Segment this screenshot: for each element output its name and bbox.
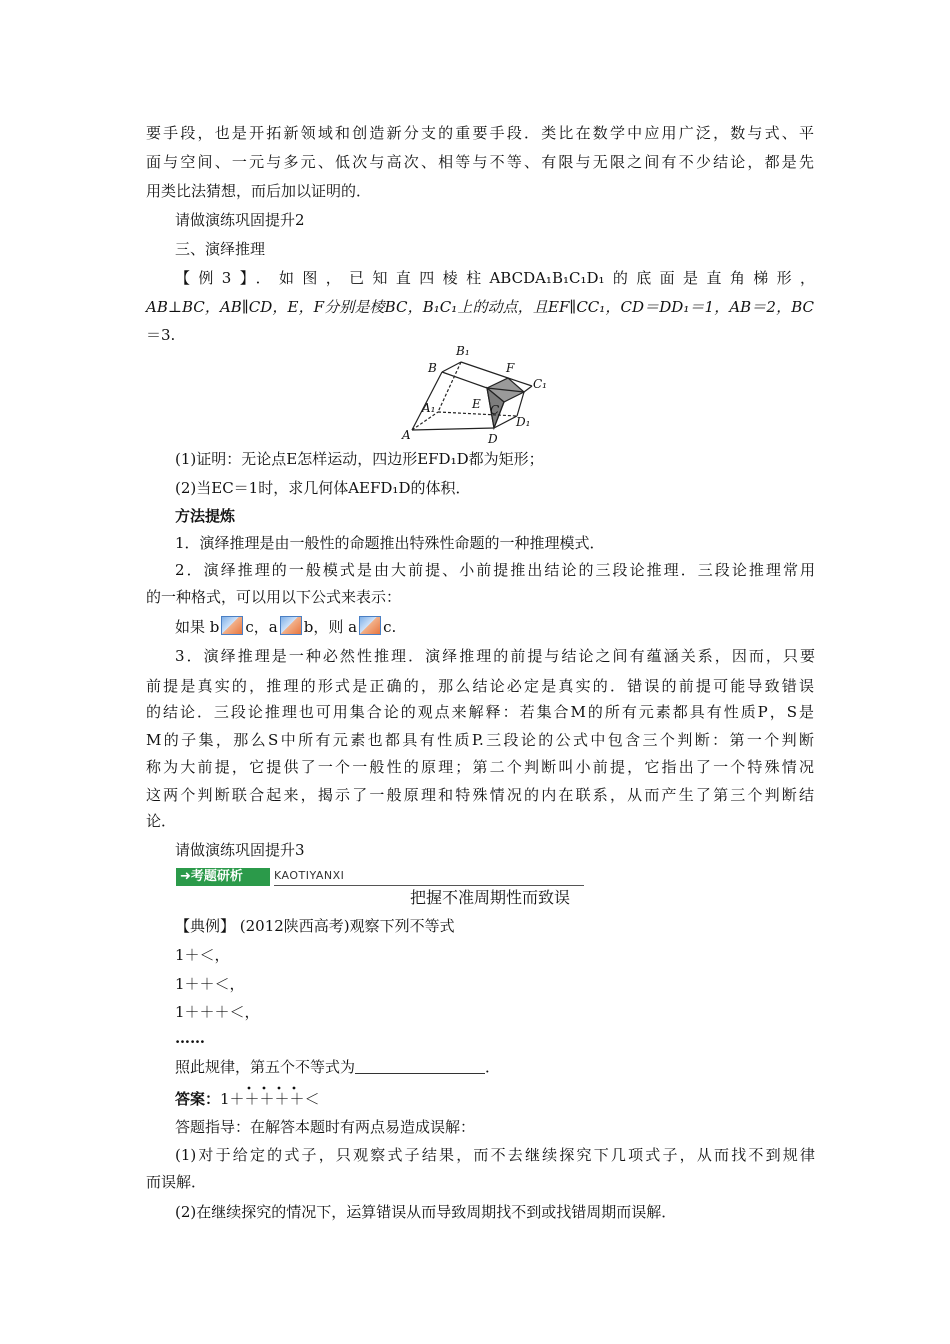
inequality-3: 1＋＋＋＜， bbox=[175, 1003, 260, 1021]
banner-title-text: 考题研析 bbox=[190, 869, 243, 884]
label-b: B bbox=[428, 361, 437, 375]
answer bbox=[175, 1089, 815, 1109]
label-c: C bbox=[490, 403, 500, 417]
typical-example: 【典例】 (2012陕西高考)观察下列不等式 bbox=[175, 917, 455, 935]
label-d: D bbox=[488, 432, 498, 446]
guide-point-1a: (1)对于给定的式子，只观察式子结果，而不去继续探究下几项式子，从而找不到规律 bbox=[175, 1146, 815, 1164]
label-f: F bbox=[506, 361, 515, 375]
example3-line-2: AB⊥BC，AB∥CD，E，F分别是棱BC，B₁C₁上的动点，且EF∥CC₁，CD＝DD₁＝1，AB＝2，BC bbox=[146, 298, 814, 316]
answer-blank bbox=[355, 1059, 485, 1074]
formula-pre: 如果 b bbox=[175, 618, 220, 636]
method-point-3-line-7: 论． bbox=[146, 812, 177, 830]
question-text: 照此规律，第五个不等式为 bbox=[175, 1058, 356, 1076]
method-point-3-line-1: 3．演绎推理是一种必然性推理．演绎推理的前提与结论之间有蕴涵关系，因而，只要 bbox=[175, 647, 815, 665]
example3-line-1: 【例3】．如图，已知直四棱柱ABCDA₁B₁C₁D₁的底面是直角梯形， bbox=[175, 269, 815, 287]
banner-rule bbox=[274, 885, 584, 886]
emphasis-dots bbox=[243, 1076, 303, 1082]
label-a: A bbox=[402, 428, 411, 442]
label-c1: C₁ bbox=[533, 377, 547, 391]
answer-value: 1＋＋＋＋＋＜ bbox=[220, 1090, 320, 1108]
intro-line-1: 要手段，也是开拓新领域和创造新分支的重要手段．类比在数学中应用广泛，数与式、平 bbox=[146, 124, 814, 142]
label-a1: A₁ bbox=[422, 401, 436, 415]
answer-label: 答案： bbox=[175, 1090, 221, 1108]
method-point-1: 1．演绎推理是由一般性的命题推出特殊性命题的一种推理模式． bbox=[175, 534, 605, 552]
inequality-1: 1＋＜， bbox=[175, 946, 230, 964]
question-end: ． bbox=[485, 1058, 501, 1076]
method-point-3-line-4: M的子集，那么S中所有元素也都具有性质P.三段论的公式中包含三个判断：第一个判断 bbox=[146, 731, 814, 749]
syllogism-formula bbox=[175, 616, 815, 637]
example3-line-3: ＝3. bbox=[146, 326, 176, 344]
practice-3: 请做演练巩固提升3 bbox=[175, 841, 305, 859]
label-b1: B₁ bbox=[456, 344, 470, 358]
guide-intro: 答题指导：在解答本题时有两点易造成误解： bbox=[175, 1118, 476, 1136]
formula-symbol-icon bbox=[280, 616, 302, 635]
question-2: (2)当EC＝1时，求几何体AEFD₁D的体积． bbox=[175, 479, 471, 497]
question-1: (1)证明：无论点E怎样运动，四边形EFD₁D都为矩形； bbox=[175, 450, 544, 468]
label-e: E bbox=[472, 397, 481, 411]
method-point-3-line-5: 称为大前提，它提供了一个一般性的原理；第二个判断叫小前提，它指出了一个特殊情况 bbox=[146, 758, 814, 776]
guide-point-2: (2)在继续探究的情况下，运算错误从而导致周期找不到或找错周期而误解． bbox=[175, 1203, 677, 1221]
formula-c: c，a bbox=[245, 618, 278, 636]
banner-title: ➜考题研析 bbox=[176, 868, 270, 886]
method-point-3-line-6: 这两个判断联合起来，揭示了一般原理和特殊情况的内在联系，从而产生了第三个判断结 bbox=[146, 786, 814, 804]
formula-end: c. bbox=[383, 618, 397, 636]
label-d1: D₁ bbox=[516, 415, 531, 429]
formula-b: b，则 a bbox=[303, 618, 358, 636]
ellipsis: …… bbox=[175, 1029, 205, 1047]
banner-subtitle: KAOTIYANXI bbox=[274, 869, 345, 882]
method-point-3-line-2: 前提是真实的，推理的形式是正确的，那么结论必定是真实的．错误的前提可能导致错误 bbox=[146, 677, 814, 695]
topic-heading: 把握不准周期性而致误 bbox=[410, 888, 571, 907]
intro-line-3: 用类比法猜想，而后加以证明的． bbox=[146, 182, 372, 200]
question-rule bbox=[175, 1057, 815, 1077]
formula-symbol-icon bbox=[359, 616, 381, 635]
method-point-2b: 的一种格式，可以用以下公式来表示： bbox=[146, 588, 402, 606]
guide-point-1b: 而误解． bbox=[146, 1173, 207, 1191]
method-point-3-line-3: 的结论．三段论推理也可用集合论的观点来解释：若集合M的所有元素都具有性质P，S是 bbox=[146, 703, 814, 721]
method-title: 方法提炼 bbox=[175, 507, 236, 525]
method-point-2a: 2．演绎推理的一般模式是由大前提、小前提推出结论的三段论推理．三段论推理常用 bbox=[175, 561, 815, 579]
inequality-2: 1＋＋＜， bbox=[175, 975, 245, 993]
practice-2: 请做演练巩固提升2 bbox=[175, 211, 305, 229]
prism-figure bbox=[400, 342, 560, 450]
section-3-heading: 三、演绎推理 bbox=[175, 240, 266, 258]
intro-line-2: 面与空间、一元与多元、低次与高次、相等与不等、有限与无限之间有不少结论，都是先 bbox=[146, 153, 814, 171]
exam-banner bbox=[176, 868, 406, 888]
formula-symbol-icon bbox=[221, 616, 243, 635]
